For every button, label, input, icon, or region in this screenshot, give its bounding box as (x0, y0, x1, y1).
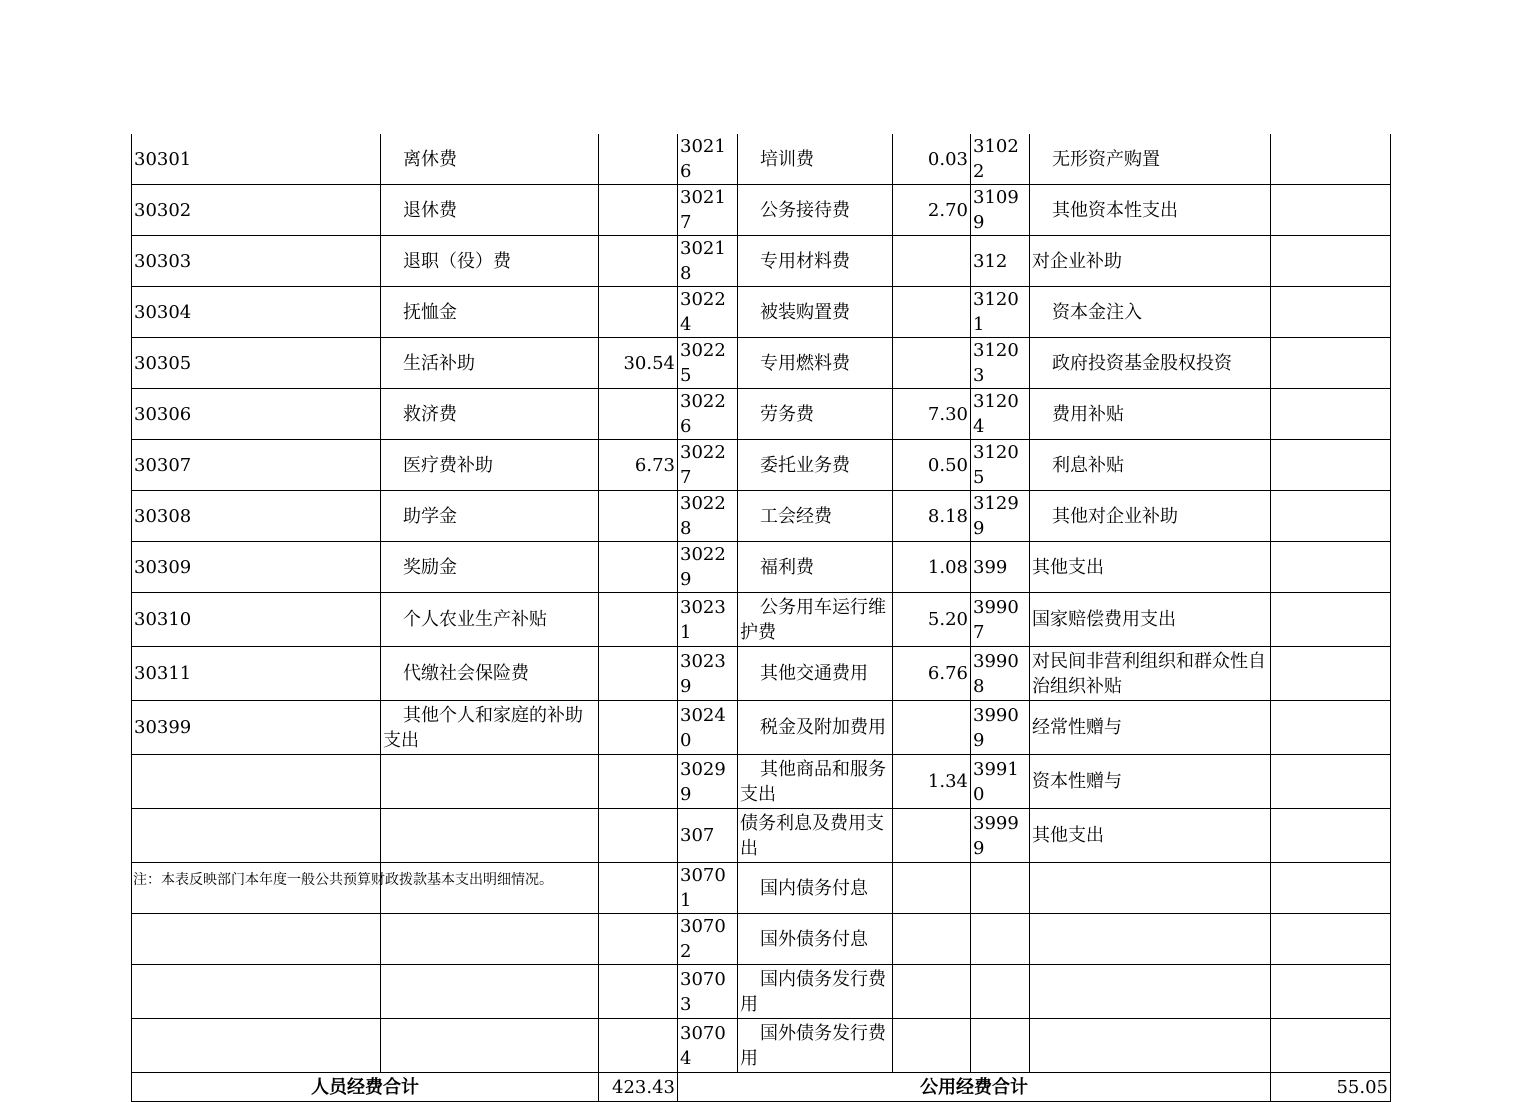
table-row (132, 389, 1391, 440)
capital-amount-cell (1271, 440, 1391, 491)
personnel-name-cell (381, 965, 599, 1019)
capital-name-cell: 其他对企业补助 (1030, 491, 1271, 542)
personnel-amount-cell (599, 755, 678, 809)
personnel-name-cell: 其他个人和家庭的补助支出 (381, 701, 599, 755)
personnel-code-cell: 30304 (132, 287, 381, 338)
capital-name-cell: 无形资产购置 (1030, 134, 1271, 185)
personnel-amount-cell (599, 1019, 678, 1073)
capital-name-cell (1030, 1019, 1271, 1073)
capital-code-cell (971, 914, 1030, 965)
table-row (132, 701, 1391, 755)
personnel-name-cell: 离休费 (381, 134, 599, 185)
public-name-cell: 培训费 (738, 134, 893, 185)
capital-amount-cell (1271, 236, 1391, 287)
capital-amount-cell (1271, 338, 1391, 389)
public-total-label: 公用经费合计 (678, 1073, 1271, 1102)
personnel-amount-cell (599, 389, 678, 440)
personnel-name-cell: 助学金 (381, 491, 599, 542)
personnel-amount-cell (599, 965, 678, 1019)
capital-code-cell: 39907 (971, 593, 1030, 647)
public-name-cell: 国内债务发行费用 (738, 965, 893, 1019)
capital-amount-cell (1271, 701, 1391, 755)
public-amount-cell (893, 287, 971, 338)
capital-amount-cell (1271, 1019, 1391, 1073)
table-footnote: 注：本表反映部门本年度一般公共预算财政拨款基本支出明细情况。 (133, 872, 553, 888)
public-amount-cell (893, 863, 971, 914)
public-code-cell: 30224 (678, 287, 738, 338)
capital-code-cell: 39908 (971, 647, 1030, 701)
capital-name-cell: 对企业补助 (1030, 236, 1271, 287)
public-name-cell: 其他商品和服务支出 (738, 755, 893, 809)
personnel-code-cell: 30308 (132, 491, 381, 542)
public-code-cell: 30231 (678, 593, 738, 647)
capital-name-cell: 其他支出 (1030, 809, 1271, 863)
personnel-amount-cell: 6.73 (599, 440, 678, 491)
capital-name-cell: 利息补贴 (1030, 440, 1271, 491)
public-code-cell: 30228 (678, 491, 738, 542)
personnel-name-cell: 生活补助 (381, 338, 599, 389)
public-code-cell: 30703 (678, 965, 738, 1019)
public-code-cell: 30239 (678, 647, 738, 701)
personnel-name-cell: 退职（役）费 (381, 236, 599, 287)
capital-name-cell (1030, 914, 1271, 965)
public-name-cell: 工会经费 (738, 491, 893, 542)
capital-code-cell (971, 1019, 1030, 1073)
personnel-code-cell: 30302 (132, 185, 381, 236)
capital-code-cell: 39999 (971, 809, 1030, 863)
personnel-amount-cell (599, 491, 678, 542)
personnel-amount-cell (599, 287, 678, 338)
table-row (132, 287, 1391, 338)
personnel-name-cell (381, 1019, 599, 1073)
personnel-code-cell (132, 965, 381, 1019)
capital-name-cell: 资本性赠与 (1030, 755, 1271, 809)
capital-name-cell (1030, 965, 1271, 1019)
personnel-amount-cell (599, 914, 678, 965)
public-name-cell: 劳务费 (738, 389, 893, 440)
public-code-cell: 30299 (678, 755, 738, 809)
public-amount-cell (893, 701, 971, 755)
public-code-cell: 30702 (678, 914, 738, 965)
public-code-cell: 30229 (678, 542, 738, 593)
capital-amount-cell (1271, 593, 1391, 647)
personnel-code-cell: 30306 (132, 389, 381, 440)
personnel-amount-cell (599, 236, 678, 287)
table-row (132, 491, 1391, 542)
public-amount-cell: 7.30 (893, 389, 971, 440)
table-row (132, 914, 1391, 965)
capital-code-cell: 31203 (971, 338, 1030, 389)
capital-amount-cell (1271, 755, 1391, 809)
capital-amount-cell (1271, 491, 1391, 542)
capital-amount-cell (1271, 389, 1391, 440)
public-amount-cell: 6.76 (893, 647, 971, 701)
public-code-cell: 30225 (678, 338, 738, 389)
public-amount-cell: 0.03 (893, 134, 971, 185)
personnel-name-cell: 医疗费补助 (381, 440, 599, 491)
personnel-name-cell (381, 809, 599, 863)
capital-name-cell: 政府投资基金股权投资 (1030, 338, 1271, 389)
table-row (132, 647, 1391, 701)
public-code-cell: 30216 (678, 134, 738, 185)
personnel-amount-cell (599, 809, 678, 863)
public-name-cell: 税金及附加费用 (738, 701, 893, 755)
personnel-code-cell: 30311 (132, 647, 381, 701)
public-name-cell: 专用材料费 (738, 236, 893, 287)
public-amount-cell: 8.18 (893, 491, 971, 542)
public-name-cell: 委托业务费 (738, 440, 893, 491)
table-row (132, 593, 1391, 647)
capital-amount-cell (1271, 809, 1391, 863)
personnel-name-cell: 奖励金 (381, 542, 599, 593)
table-row (132, 755, 1391, 809)
personnel-code-cell: 30301 (132, 134, 381, 185)
personnel-code-cell (132, 809, 381, 863)
personnel-name-cell: 代缴社会保险费 (381, 647, 599, 701)
public-amount-cell: 2.70 (893, 185, 971, 236)
capital-amount-cell (1271, 965, 1391, 1019)
personnel-amount-cell (599, 185, 678, 236)
personnel-code-cell: 30303 (132, 236, 381, 287)
personnel-total-value: 423.43 (599, 1073, 678, 1102)
capital-amount-cell (1271, 134, 1391, 185)
capital-code-cell: 31205 (971, 440, 1030, 491)
capital-code-cell: 31022 (971, 134, 1030, 185)
public-code-cell: 30704 (678, 1019, 738, 1073)
personnel-amount-cell (599, 863, 678, 914)
capital-amount-cell (1271, 914, 1391, 965)
table-row (132, 1019, 1391, 1073)
public-name-cell: 专用燃料费 (738, 338, 893, 389)
capital-name-cell: 其他资本性支出 (1030, 185, 1271, 236)
capital-code-cell: 31204 (971, 389, 1030, 440)
personnel-amount-cell: 30.54 (599, 338, 678, 389)
capital-code-cell: 312 (971, 236, 1030, 287)
personnel-name-cell: 个人农业生产补贴 (381, 593, 599, 647)
capital-name-cell: 对民间非营利组织和群众性自治组织补贴 (1030, 647, 1271, 701)
public-name-cell: 福利费 (738, 542, 893, 593)
public-amount-cell (893, 1019, 971, 1073)
capital-code-cell: 39909 (971, 701, 1030, 755)
personnel-code-cell: 30307 (132, 440, 381, 491)
public-name-cell: 公务用车运行维护费 (738, 593, 893, 647)
personnel-code-cell: 30399 (132, 701, 381, 755)
personnel-code-cell (132, 914, 381, 965)
personnel-amount-cell (599, 647, 678, 701)
capital-code-cell (971, 863, 1030, 914)
public-name-cell: 债务利息及费用支出 (738, 809, 893, 863)
personnel-amount-cell (599, 542, 678, 593)
public-name-cell: 国外债务发行费用 (738, 1019, 893, 1073)
capital-amount-cell (1271, 647, 1391, 701)
capital-code-cell: 399 (971, 542, 1030, 593)
personnel-amount-cell (599, 134, 678, 185)
capital-code-cell: 39910 (971, 755, 1030, 809)
public-code-cell: 30226 (678, 389, 738, 440)
personnel-code-cell: 30309 (132, 542, 381, 593)
table-row (132, 236, 1391, 287)
public-amount-cell (893, 914, 971, 965)
public-amount-cell (893, 338, 971, 389)
public-total-value: 55.05 (1271, 1073, 1391, 1102)
capital-code-cell: 31099 (971, 185, 1030, 236)
table-row (132, 185, 1391, 236)
public-name-cell: 其他交通费用 (738, 647, 893, 701)
public-amount-cell: 1.08 (893, 542, 971, 593)
public-amount-cell: 1.34 (893, 755, 971, 809)
public-code-cell: 30227 (678, 440, 738, 491)
table-body (132, 134, 1391, 1073)
capital-amount-cell (1271, 542, 1391, 593)
totals-row (132, 1073, 1391, 1102)
table-row (132, 809, 1391, 863)
public-name-cell: 公务接待费 (738, 185, 893, 236)
public-code-cell: 30701 (678, 863, 738, 914)
capital-amount-cell (1271, 185, 1391, 236)
public-code-cell: 30240 (678, 701, 738, 755)
public-code-cell: 30218 (678, 236, 738, 287)
capital-amount-cell (1271, 287, 1391, 338)
personnel-amount-cell (599, 701, 678, 755)
table-row (132, 134, 1391, 185)
public-code-cell: 30217 (678, 185, 738, 236)
public-name-cell: 被装购置费 (738, 287, 893, 338)
capital-name-cell: 经常性赠与 (1030, 701, 1271, 755)
personnel-name-cell: 抚恤金 (381, 287, 599, 338)
table-row (132, 542, 1391, 593)
capital-amount-cell (1271, 863, 1391, 914)
public-name-cell: 国内债务付息 (738, 863, 893, 914)
public-amount-cell (893, 809, 971, 863)
personnel-name-cell: 退休费 (381, 185, 599, 236)
public-amount-cell (893, 965, 971, 1019)
personnel-code-cell: 30305 (132, 338, 381, 389)
capital-code-cell: 31299 (971, 491, 1030, 542)
capital-code-cell (971, 965, 1030, 1019)
personnel-name-cell (381, 914, 599, 965)
personnel-amount-cell (599, 593, 678, 647)
public-name-cell: 国外债务付息 (738, 914, 893, 965)
public-amount-cell: 5.20 (893, 593, 971, 647)
expenditure-detail-table (131, 134, 1391, 1102)
personnel-code-cell (132, 1019, 381, 1073)
capital-name-cell: 其他支出 (1030, 542, 1271, 593)
capital-code-cell: 31201 (971, 287, 1030, 338)
capital-name-cell: 国家赔偿费用支出 (1030, 593, 1271, 647)
capital-name-cell: 资本金注入 (1030, 287, 1271, 338)
personnel-name-cell (381, 755, 599, 809)
personnel-code-cell: 30310 (132, 593, 381, 647)
public-amount-cell (893, 236, 971, 287)
table-row (132, 965, 1391, 1019)
public-amount-cell: 0.50 (893, 440, 971, 491)
public-code-cell: 307 (678, 809, 738, 863)
personnel-name-cell: 救济费 (381, 389, 599, 440)
table-row (132, 440, 1391, 491)
capital-name-cell: 费用补贴 (1030, 389, 1271, 440)
personnel-code-cell (132, 755, 381, 809)
capital-name-cell (1030, 863, 1271, 914)
personnel-total-label: 人员经费合计 (132, 1073, 599, 1102)
table-row (132, 338, 1391, 389)
